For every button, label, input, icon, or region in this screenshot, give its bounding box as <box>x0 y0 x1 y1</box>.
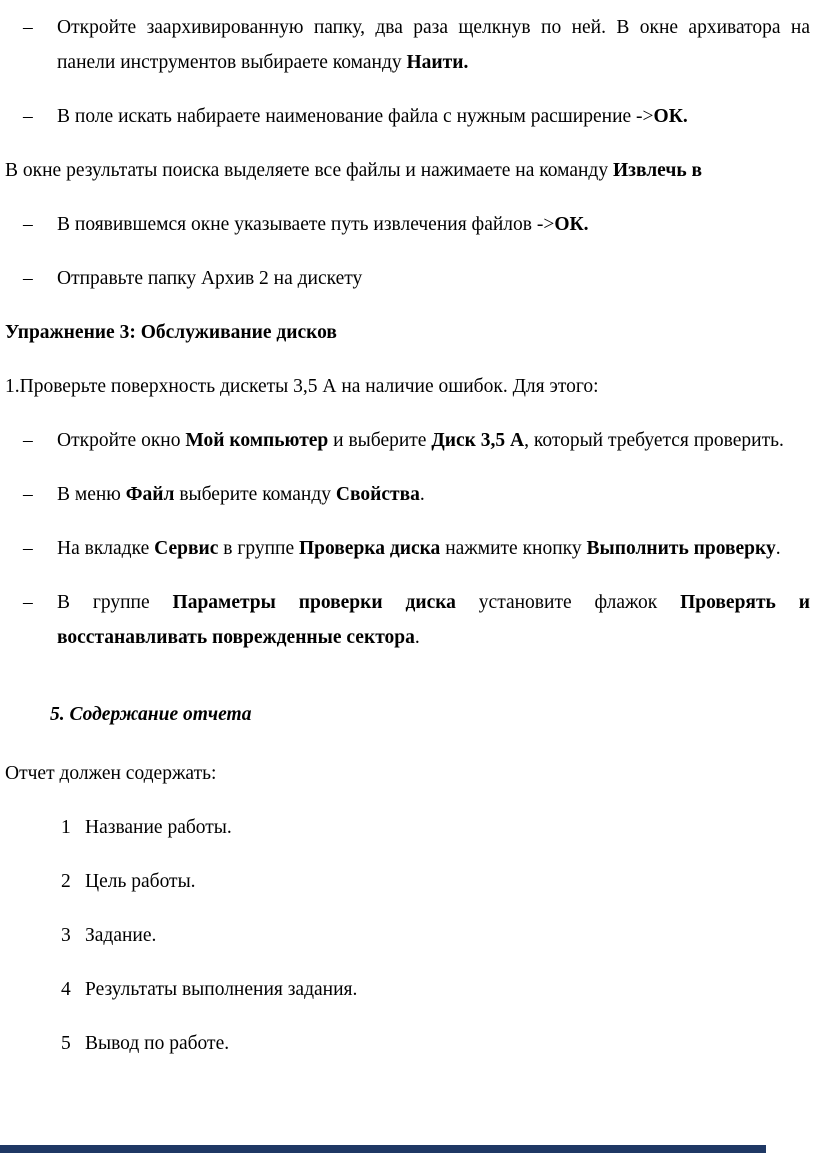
numbered-item <box>5 864 810 899</box>
bullet-dash: – <box>23 17 33 38</box>
text-run: Результаты выполнения задания. <box>85 979 358 1000</box>
text-run: 5. Содержание отчета <box>50 704 252 725</box>
bullet-item <box>5 10 810 80</box>
text-run: выберите команду <box>174 484 336 505</box>
text-run: Наити. <box>406 52 469 73</box>
text-run: ОК. <box>653 106 688 127</box>
bullet-dash: – <box>23 592 33 613</box>
text-run: в группе <box>218 538 299 559</box>
text-run: Извлечь в <box>612 160 703 181</box>
paragraph <box>5 369 810 404</box>
numbered-item <box>5 918 810 953</box>
text-run: Мой компьютер <box>185 430 329 451</box>
bullet-item <box>5 531 810 566</box>
text-run: В меню <box>57 484 126 505</box>
bullet-item <box>5 99 810 134</box>
list-number: 3 <box>61 925 71 946</box>
bullet-item <box>5 585 810 655</box>
bullet-item <box>5 423 810 458</box>
bullet-dash: – <box>23 484 33 505</box>
list-number: 1 <box>61 817 71 838</box>
text-run: Отправьте папку Архив 2 на дискету <box>57 268 363 289</box>
document-body <box>5 10 810 1061</box>
bullet-dash: – <box>23 214 33 235</box>
text-run: В появившемся окне указываете путь извлечения файлов -> <box>57 214 555 235</box>
text-run: Параметры проверки диска <box>172 592 456 613</box>
text-run: Файл <box>125 484 175 505</box>
bullet-item <box>5 207 810 242</box>
text-run: и выберите <box>328 430 432 451</box>
text-run: Проверять и восстанавливать поврежденные сектора <box>57 592 810 648</box>
text-run: 1.Проверьте поверхность дискеты 3,5 А на наличие ошибок. Для этого: <box>5 376 599 397</box>
text-run: Откройте окно <box>57 430 186 451</box>
text-run: Цель работы. <box>85 871 196 892</box>
paragraph <box>5 756 810 791</box>
numbered-item <box>5 810 810 845</box>
bullet-dash: – <box>23 538 33 559</box>
text-run: . <box>414 627 420 648</box>
bullet-dash: – <box>23 430 33 451</box>
numbered-item <box>5 972 810 1007</box>
bullet-item <box>5 477 810 512</box>
text-run: Откройте заархивированную папку, два раза щелкнув по ней. В окне архиватора на панели инструментов выбираете команду <box>57 17 810 73</box>
text-run: Задание. <box>85 925 157 946</box>
text-run: Свойства <box>335 484 420 505</box>
section-heading-italic <box>5 697 810 732</box>
text-run: В поле искать набираете наименование файла с нужным расширение -> <box>57 106 654 127</box>
bullet-item <box>5 261 810 296</box>
text-run: Название работы. <box>85 817 232 838</box>
text-run: В группе <box>57 592 173 613</box>
text-run: Проверка диска <box>298 538 441 559</box>
text-run: Отчет должен содержать: <box>5 763 217 784</box>
bullet-dash: – <box>23 106 33 127</box>
text-run: Выполнить проверку <box>586 538 776 559</box>
list-number: 2 <box>61 871 71 892</box>
list-number: 5 <box>61 1033 71 1054</box>
text-run: . <box>419 484 425 505</box>
list-number: 4 <box>61 979 71 1000</box>
text-run: . <box>775 538 781 559</box>
footer-bar <box>0 1145 766 1153</box>
text-run: Сервис <box>154 538 219 559</box>
text-run: установите флажок <box>455 592 681 613</box>
paragraph <box>5 153 810 188</box>
text-run: ОК. <box>554 214 589 235</box>
section-heading <box>5 315 810 350</box>
text-run: Вывод по работе. <box>85 1033 230 1054</box>
text-run: Диск 3,5 А <box>431 430 525 451</box>
text-run: На вкладке <box>57 538 155 559</box>
text-run: нажмите кнопку <box>440 538 587 559</box>
bullet-dash: – <box>23 268 33 289</box>
text-run: , который требуется проверить. <box>524 430 784 451</box>
numbered-item <box>5 1026 810 1061</box>
text-run: Упражнение 3: Обслуживание дисков <box>5 322 337 343</box>
text-run: В окне результаты поиска выделяете все файлы и нажимаете на команду <box>5 160 613 181</box>
